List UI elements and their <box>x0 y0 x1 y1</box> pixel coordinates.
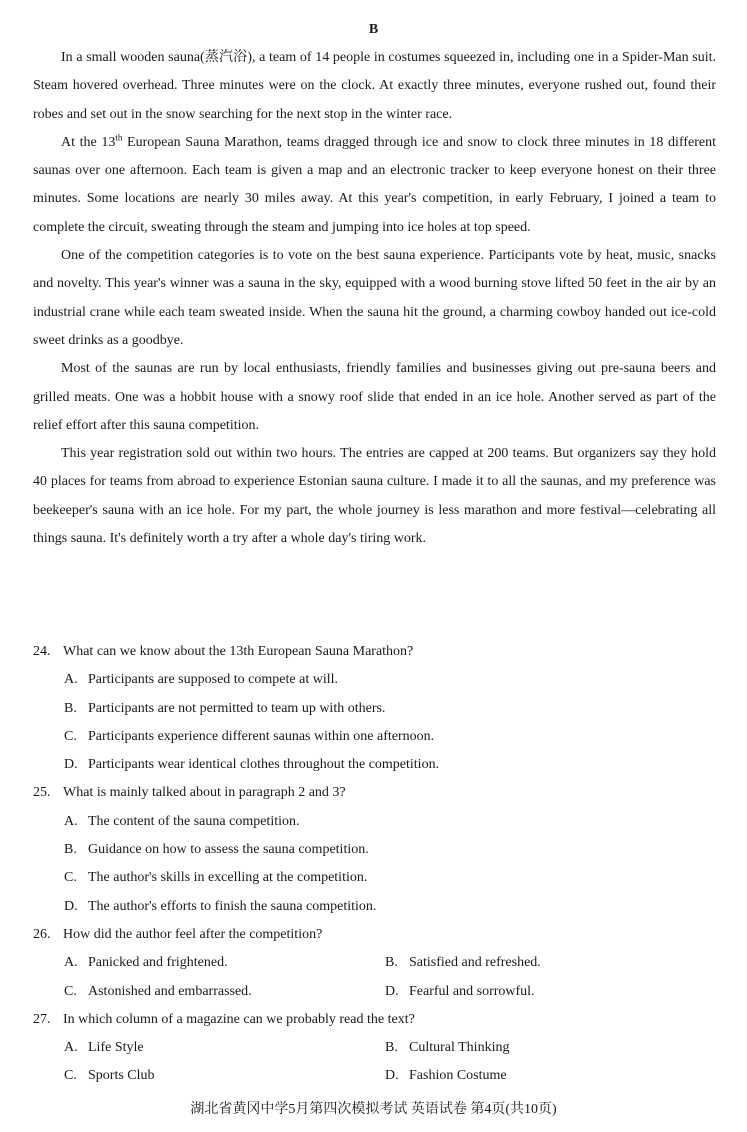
question-25 <box>33 779 716 920</box>
option-a[interactable]: A. Life Style <box>64 1040 144 1056</box>
option-d[interactable]: D. Participants wear identical clothes throughout the competition. <box>64 757 440 773</box>
option-b[interactable]: B. Participants are not permitted to team up with others. <box>64 700 386 716</box>
question-list <box>33 638 716 1091</box>
option-c[interactable]: C. The author's skills in excelling at the competition. <box>64 870 368 886</box>
question-stem: What can we know about the 13th European Sauna Marathon? <box>63 644 414 659</box>
question-number: 25. <box>33 785 51 801</box>
option-c[interactable]: C. Astonished and embarrassed. <box>64 983 252 999</box>
question-27 <box>33 1006 716 1091</box>
passage-paragraph: Most of the saunas are run by local enthusiasts, friendly families and businesses giving out pre-sauna beers and grilled meats. One was a hobbit house with a snowy roof slide that ended in an ice hole. Another served as part of the relief effort after this sauna competition. <box>33 361 716 433</box>
option-d[interactable]: D. The author's efforts to finish the sauna competition. <box>64 898 377 914</box>
question-number: 24. <box>33 644 51 659</box>
page-footer: 湖北省黄冈中学5月第四次模拟考试 英语试卷 第4页(共10页) <box>190 1102 557 1117</box>
passage-paragraph: In a small wooden sauna(蒸汽浴), a team of 14 people in costumes squeezed in, including one in a Spider-Man suit. Steam hovered overhead. Three minutes were on the clock. At exactly three minutes, everyone rushed out, found their robes and set out in the snow searching for the next stop in the winter race. <box>33 50 716 122</box>
option-c[interactable]: C. Participants experience different saunas within one afternoon. <box>64 728 435 744</box>
question-number: 27. <box>33 1011 51 1027</box>
option-d[interactable]: D. Fashion Costume <box>385 1068 507 1084</box>
option-c[interactable]: C. Sports Club <box>64 1068 155 1084</box>
passage-paragraph: One of the competition categories is to vote on the best sauna experience. Participants vote by heat, music, snacks and novelty. This year's winner was a sauna in the sky, equipped with a wood burning stove lifted 50 feet in the air by an industrial crane while each team sweated inside. When the sauna hit the ground, a charming cowboy handed out ice-cold sweet drinks as a goodbye. <box>33 248 716 348</box>
question-number: 26. <box>33 926 51 942</box>
option-a[interactable]: A. The content of the sauna competition. <box>64 813 300 829</box>
option-d[interactable]: D. Fearful and sorrowful. <box>385 983 535 999</box>
question-stem: In which column of a magazine can we probably read the text? <box>63 1011 415 1027</box>
question-26 <box>33 921 716 1006</box>
option-b[interactable]: B. Satisfied and refreshed. <box>385 955 541 971</box>
question-24 <box>33 638 716 779</box>
passage-paragraph: At the 13th European Sauna Marathon, teams dragged through ice and snow to clock three minutes in 18 different saunas over one afternoon. Each team is given a map and an electronic tracker to keep everyone honest on their three minutes. Some locations are nearly 30 miles away. At this year's competition, in early February, I joined a team to complete the circuit, sweating through the steam and jumping into ice holes at top speed. <box>33 132 716 235</box>
option-b[interactable]: B. Guidance on how to assess the sauna competition. <box>64 842 369 858</box>
question-stem: What is mainly talked about in paragraph 2 and 3? <box>63 785 346 801</box>
option-a[interactable]: A. Panicked and frightened. <box>64 955 228 971</box>
option-a[interactable]: A. Participants are supposed to compete at will. <box>64 672 338 688</box>
reading-passage <box>33 44 716 553</box>
question-stem: How did the author feel after the competition? <box>63 926 323 942</box>
option-b[interactable]: B. Cultural Thinking <box>385 1040 510 1056</box>
passage-paragraph: This year registration sold out within two hours. The entries are capped at 200 teams. But organizers say they hold 40 places for teams from abroad to experience Estonian sauna culture. I made it to all the saunas, and my preference was beekeeper's sauna with an ice hole. For my part, the whole journey is less marathon and more festival—celebrating all things sauna. It's definitely worth a try after a whole day's tiring work. <box>33 446 716 547</box>
section-title: B <box>368 22 379 37</box>
